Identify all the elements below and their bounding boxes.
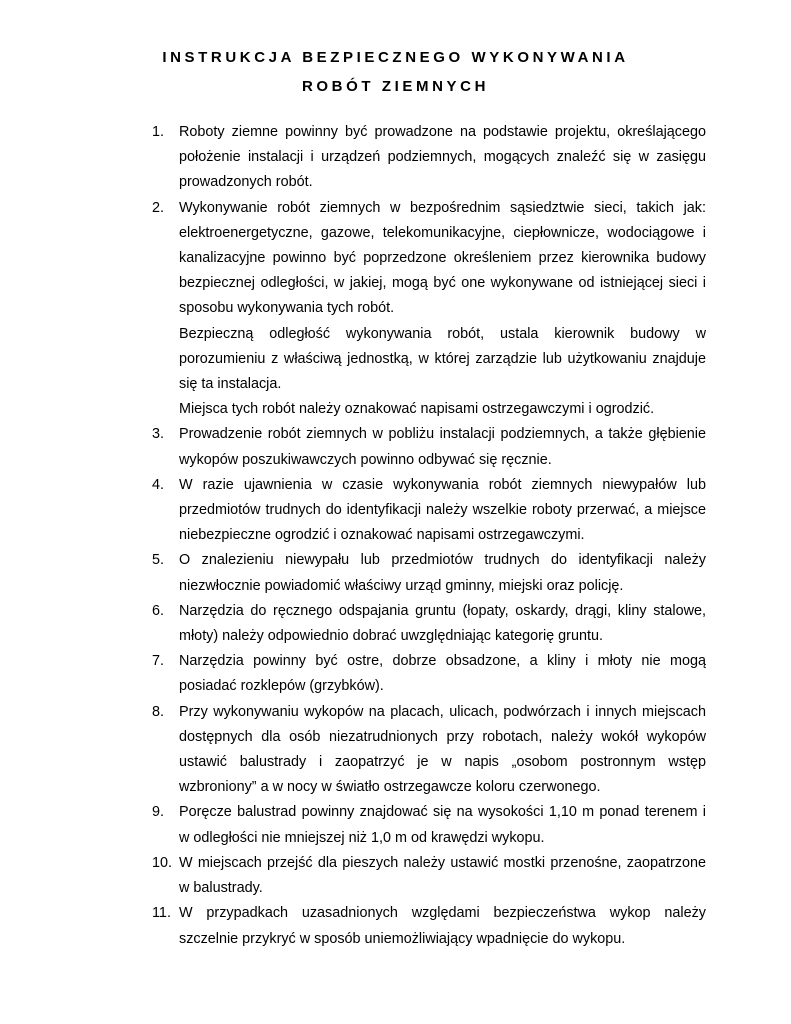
item-text: W razie ujawnienia w czasie wykonywania robót ziemnych niewypałów lub przedmiotów trudnych do identyfikacji należy wszelkie roboty przerwać, a miejsce niebezpieczne ogrodzić i oznakować napisami ostrzegawczymi. — [179, 476, 706, 544]
list-item — [152, 700, 706, 801]
item-number: 5. — [152, 552, 165, 569]
instruction-list — [152, 120, 706, 952]
document-title-line-1: INSTRUKCJA BEZPIECZNEGO WYKONYWANIA — [162, 49, 629, 66]
list-item — [152, 548, 706, 598]
item-number: 6. — [152, 602, 165, 619]
list-item — [152, 649, 706, 699]
item-number: 1. — [152, 124, 165, 140]
item-text: Bezpieczną odległość wykonywania robót, ustala kierownik budowy w porozumieniu z właściwą jednostką, w której zarządzie lub użytkowaniu znajduje się ta instalacja. — [179, 325, 706, 393]
item-text: W miejscach przejść dla pieszych należy ustawić mostki przenośne, zaopatrzone w balustrady. — [179, 854, 706, 897]
list-item — [152, 196, 706, 423]
item-number: 7. — [152, 653, 165, 670]
list-item — [152, 800, 706, 850]
item-text: Prowadzenie robót ziemnych w pobliżu instalacji podziemnych, a także głębienie wykopów poszukiwawczych powinno odbywać się ręcznie. — [179, 426, 706, 468]
item-number: 2. — [152, 199, 165, 216]
item-number: 3. — [152, 426, 165, 443]
list-item — [152, 422, 706, 472]
list-item — [152, 599, 706, 649]
item-text: Narzędzia do ręcznego odspajania gruntu (łopaty, oskardy, drągi, kliny stalowe, młoty) należy odpowiednio dobrać uwzględniając kategorię gruntu. — [179, 602, 706, 645]
document-title-line-2: ROBÓT ZIEMNYCH — [301, 78, 490, 95]
item-text: Roboty ziemne powinny być prowadzone na podstawie projektu, określającego położenie instalacji i urządzeń podziemnych, mogących znaleźć się w zasięgu prowadzonych robót. — [179, 124, 706, 191]
list-item — [152, 901, 706, 951]
item-text: Miejsca tych robót należy oznakować napisami ostrzegawczymi i ogrodzić. — [179, 401, 655, 418]
list-item — [152, 473, 706, 549]
list-item — [152, 851, 706, 901]
item-text: W przypadkach uzasadnionych względami bezpieczeństwa wykop należy szczelnie przykryć w sposób uniemożliwiający wpadnięcie do wykopu. — [179, 905, 706, 947]
item-number: 11. — [152, 905, 171, 922]
item-text: Poręcze balustrad powinny znajdować się na wysokości 1,10 m ponad terenem i w odległości nie mniejszej niż 1,0 m od krawędzi wykopu. — [179, 804, 706, 846]
item-text: Narzędzia powinny być ostre, dobrze obsadzone, a kliny i młoty nie mogą posiadać rozklepów (grzybków). — [179, 653, 706, 695]
item-number: 8. — [152, 703, 165, 720]
item-number: 10. — [152, 854, 173, 871]
item-number: 9. — [152, 804, 165, 821]
list-item — [152, 120, 706, 196]
item-text: Wykonywanie robót ziemnych w bezpośrednim sąsiedztwie sieci, takich jak: elektroenergetyczne, gazowe, telekomunikacyjne, ciepłownicze, wodociągowe i kanalizacyjne powinno być poprzedzone określeniem przez kierownika budowy bezpiecznej odległości, w jakiej, mogą być one wykonywane od istniejącej sieci i sposobu wykonywania tych robót. — [179, 199, 706, 317]
item-number: 4. — [152, 476, 165, 493]
item-text: Przy wykonywaniu wykopów na placach, ulicach, podwórzach i innych miejscach dostępnych dla osób niezatrudnionych przy robotach, należy wokół wykopów ustawić balustrady i zaopatrzyć je w napis „osobom postronnym wstęp wzbroniony” a w nocy w światło ostrzegawcze koloru czerwonego. — [179, 703, 706, 796]
item-text: O znalezieniu niewypału lub przedmiotów trudnych do identyfikacji należy niezwłocznie powiadomić właściwy urząd gminny, miejski oraz policję. — [179, 552, 706, 594]
